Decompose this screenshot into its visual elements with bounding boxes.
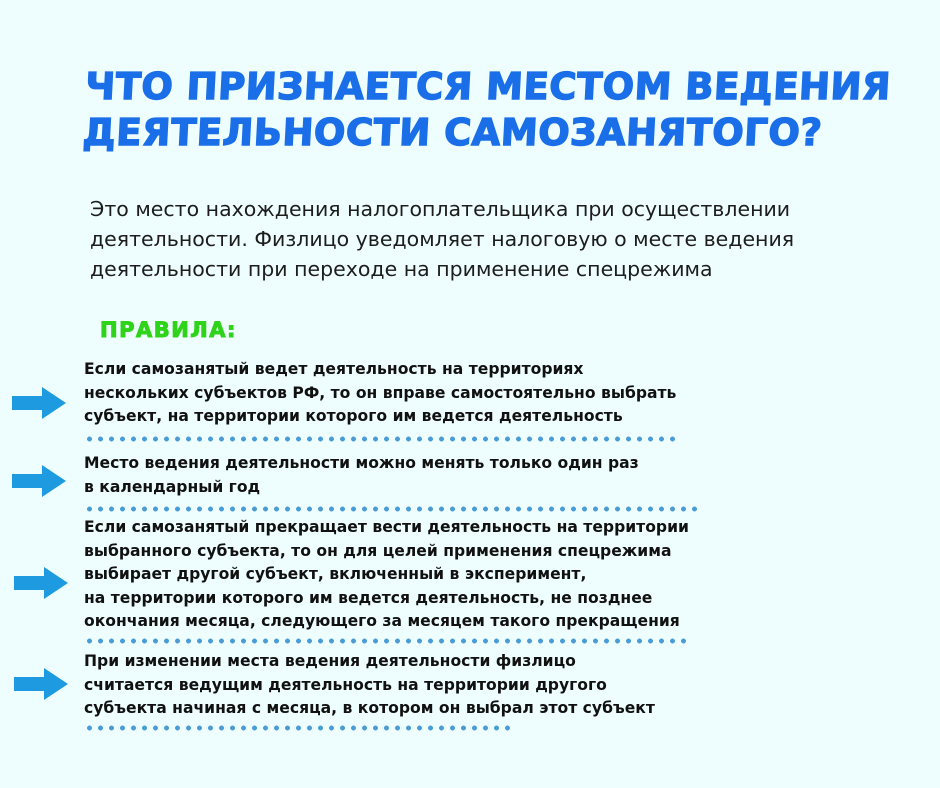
rule-line: Если самозанятый ведет деятельность на территориях [84,360,584,378]
rule-line: считается ведущим деятельность на территории другого [84,675,607,694]
rule-line: выбирает другой субъект, включенный в эксперимент, [84,565,587,583]
rule-line: окончания месяца, следующего за месяцем такого прекращения [84,612,680,630]
intro-paragraph [90,194,900,284]
rule-line: субъекта начиная с месяца, в котором он выбрал этот субъект [84,699,655,717]
rule-line: нескольких субъектов РФ, то он вправе самостоятельно выбрать [84,383,677,402]
rules-heading: ПРАВИЛА: [100,318,237,342]
dotted-divider [84,725,516,731]
rule-line: субъект, на территории которого им ведется деятельность [84,407,623,425]
rule-item [84,358,676,429]
dotted-divider [84,436,676,442]
title-line-2: ДЕЯТЕЛЬНОСТИ САМОЗАНЯТОГО? [81,111,824,154]
rule-line: на территории которого им ведется деятельность, не позднее [84,588,653,607]
intro-line: Это место нахождения налогоплательщика при осуществлении [90,197,791,221]
dotted-divider [84,506,700,512]
page-title [82,64,927,156]
rule-line: При изменении места ведения деятельности физлицо [84,652,576,670]
title-line-1: ЧТО ПРИЗНАЕТСЯ МЕСТОМ ВЕДЕНИЯ [84,65,893,108]
intro-line: деятельности. Физлицо уведомляет налоговую о месте ведения [90,227,795,251]
rule-item [84,452,639,499]
rule-line: в календарный год [84,477,261,496]
rule-line: Если самозанятый прекращает вести деятельность на территории [84,518,689,536]
intro-line: деятельности при переходе на применение спецрежима [90,257,713,281]
arrow-right-icon [12,387,66,419]
arrow-right-icon [14,668,68,700]
rule-line: Место ведения деятельности можно менять только один раз [84,454,639,472]
rule-line: выбранного субъекта, то он для целей применения спецрежима [84,541,672,560]
rule-item [84,650,655,721]
rule-item [84,516,689,634]
dotted-divider [84,638,692,644]
arrow-right-icon [14,567,68,599]
arrow-right-icon [12,465,66,497]
